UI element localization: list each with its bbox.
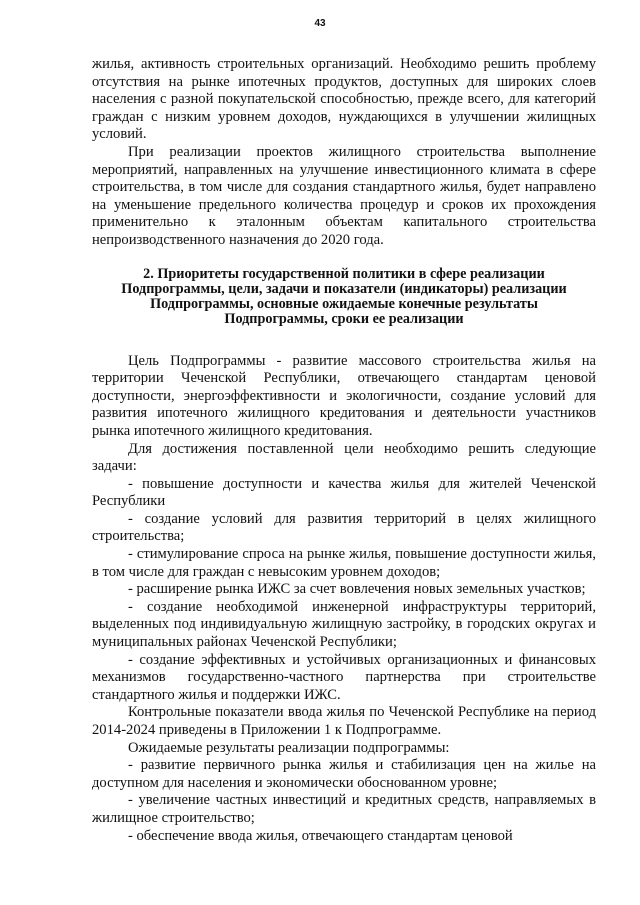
- paragraph-indicators: Контрольные показатели ввода жилья по Чеченской Республике на период 2014-2024 приведены в Приложении 1 к Подпрограмме.: [92, 704, 596, 738]
- list-item-task: - повышение доступности и качества жилья для жителей Чеченской Республики: [92, 475, 596, 510]
- list-item-result: - увеличение частных инвестиций и кредитных средств, направляемых в жилищное строительство;: [92, 792, 596, 826]
- section-title: [92, 267, 596, 327]
- list-item-result: - развитие первичного рынка жилья и стабилизация цен на жилье на доступном для населения и экономически обоснованном уровне;: [92, 757, 596, 791]
- paragraph-tasks-intro: Для достижения поставленной цели необходимо решить следующие задачи:: [92, 440, 596, 475]
- section-title-line: Подпрограммы, цели, задачи и показатели (индикаторы) реализации: [121, 280, 567, 297]
- section-title-line: Подпрограммы, сроки ее реализации: [224, 310, 464, 327]
- page-content: [92, 56, 596, 845]
- list-item-task: - создание эффективных и устойчивых организационных и финансовых механизмов государственно-частного партнерства при строительстве стандартного жилья и поддержки ИЖС.: [92, 651, 596, 703]
- list-item-task: - создание условий для развития территорий в целях жилищного строительства;: [92, 510, 596, 545]
- page-number: 43: [314, 18, 326, 29]
- paragraph-construction-projects: При реализации проектов жилищного строительства выполнение мероприятий, направленных на улучшение инвестиционного климата в сфере строительства, в том числе для создания стандартного жилья, будет направлено на уменьшение предельного количества процедур и сроков их прохождения применительно к эталонным объектам капитального строительства непроизводственного назначения до 2020 года.: [92, 143, 596, 248]
- paragraph-goal: Цель Подпрограммы - развитие массового строительства жилья на территории Чеченской Республики, отвечающего стандартам ценовой доступности, энергоэффективности и экологичности, создание условий для развития ипотечного жилищного кредитования и деятельности участников рынка ипотечного жилищного кредитования.: [92, 352, 596, 439]
- paragraph-continuation: жилья, активность строительных организаций. Необходимо решить проблему отсутствия на рынке ипотечных продуктов, доступных для широких слоев населения с разной покупательской способностью, прежде всего, для категорий граждан с низким уровнем доходов, нуждающихся в улучшении жилищных условий.: [92, 56, 596, 143]
- list-item-result: - обеспечение ввода жилья, отвечающего стандартам ценовой: [128, 827, 513, 844]
- list-item-task: - стимулирование спроса на рынке жилья, повышение доступности жилья, в том числе для граждан с невысоким уровнем доходов;: [92, 546, 596, 580]
- list-item-task: - расширение рынка ИЖС за счет вовлечения новых земельных участков;: [128, 581, 586, 598]
- section-title-line: Подпрограммы, основные ожидаемые конечные результаты: [150, 295, 538, 312]
- section-title-line: 2. Приоритеты государственной политики в сфере реализации: [143, 265, 545, 282]
- list-item-task: - создание необходимой инженерной инфраструктуры территорий, выделенных под индивидуальную жилищную застройку, в городских округах и муниципальных районах Чеченской Республики;: [92, 598, 596, 651]
- paragraph-results-intro: Ожидаемые результаты реализации подпрограммы:: [128, 739, 450, 756]
